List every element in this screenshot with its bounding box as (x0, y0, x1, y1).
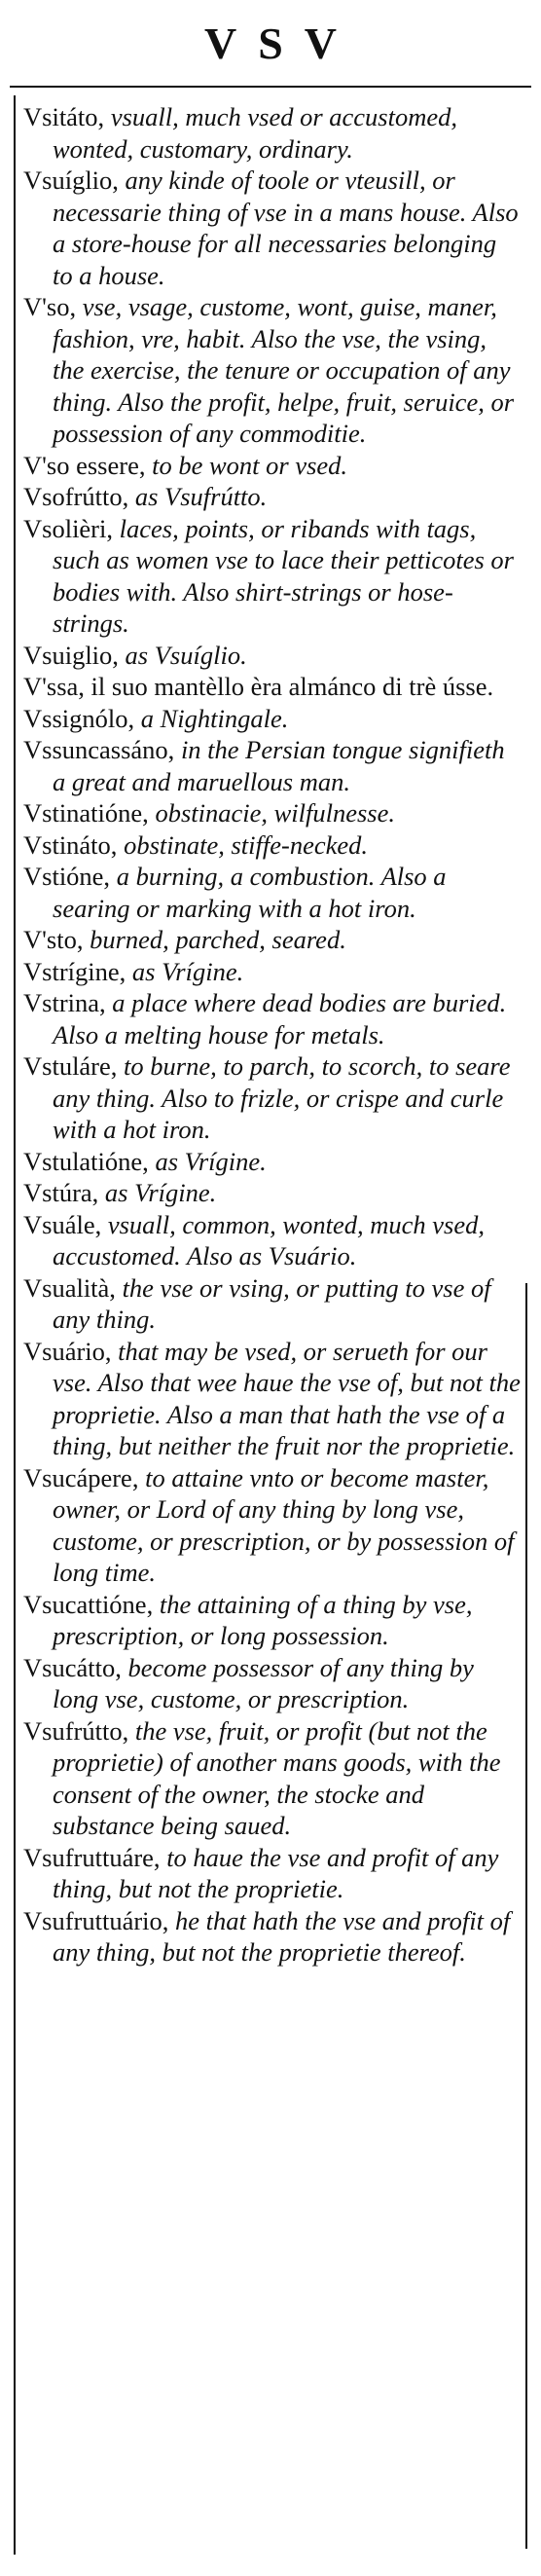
entry-headword: Vstináto, (23, 829, 118, 860)
entry-definition: a burning, a combustion. Also a searing or marking with a hot iron. (53, 862, 447, 923)
entry-definition: a place where dead bodies are buried. Also a melting house for metals. (53, 988, 507, 1049)
page-header (10, 0, 531, 88)
entry-headword: V'so essere, (23, 450, 146, 480)
entry-definition: to attaine vnto or become master, owner, or Lord of any thing by long vse, custome, or prescription, or by possession of long time. (53, 1462, 515, 1587)
entry-definition: obstinacie, wilfulnesse. (155, 798, 396, 828)
entry-definition: laces, points, or ribands with tags, such as women vse to lace their petticotes or bodies with. Also shirt-strings or hose-strings. (53, 513, 514, 638)
entry-definition: to haue the vse and profit of any thing, but not the proprietie. (53, 1842, 499, 1903)
dictionary-entry (23, 513, 522, 640)
entry-definition: vse, vsage, custome, wont, guise, maner, fashion, vre, habit. Also the vse, the vsing, the exercise, the tenure or occupation of any thing. Also the profit, helpe, fruit, seruice, or possession of any commoditie. (53, 292, 515, 448)
dictionary-entry (23, 1652, 522, 1715)
entry-definition: the vse or vsing, or putting to vse of any thing. (53, 1272, 491, 1334)
entry-definition: a Nightingale. (140, 703, 289, 733)
dictionary-column (14, 95, 527, 2555)
entry-headword: Vsufruttuário, (23, 1905, 169, 1935)
dictionary-entry (23, 671, 522, 703)
entry-headword: Vssuncassáno, (23, 735, 175, 764)
entry-headword: Vsuiglio, (23, 640, 119, 670)
dictionary-entry (23, 481, 522, 513)
dictionary-entry (23, 1715, 522, 1842)
entry-headword: Vstulatióne, (23, 1146, 149, 1176)
entry-definition: obstinate, stiffe-necked. (124, 829, 368, 860)
dictionary-entry (23, 1905, 522, 1969)
entry-definition: become possessor of any thing by long vse, custome, or prescription. (53, 1652, 474, 1713)
entry-definition: vsuall, much vsed or accustomed, wonted, customary, ordinary. (53, 102, 458, 164)
entry-headword: Vsufrútto, (23, 1715, 129, 1746)
entry-headword: Vstinatióne, (23, 798, 149, 828)
dictionary-entry (23, 797, 522, 829)
dictionary-entry (23, 450, 522, 482)
entry-headword: V'ssa, il suo mantèllo èra almánco di trè ússe. (23, 672, 494, 701)
entry-definition: to be wont or vsed. (152, 450, 348, 480)
entry-headword: Vstrina, (23, 988, 106, 1017)
dictionary-entry (23, 703, 522, 735)
entry-headword: Vstúra, (23, 1178, 99, 1207)
entry-definition: that may be vsed, or serueth for our vse. Also that wee haue the vse of, but not the proprietie. Also a man that hath the vse of a thing, but neither the fruit nor the proprietie. (53, 1336, 521, 1460)
dictionary-entry (23, 291, 522, 450)
entry-headword: Vsitáto, (23, 102, 105, 131)
entry-headword: Vstuláre, (23, 1051, 118, 1081)
entry-headword: Vssignólo, (23, 703, 135, 733)
entry-headword: Vstrígine, (23, 956, 126, 986)
entry-definition: any kinde of toole or vteusill, or necessarie thing of vse in a mans house. Also a store-house for all necessaries belonging to a house. (53, 166, 519, 290)
entry-definition: the vse, fruit, or profit (but not the proprietie) of another mans goods, with the consent of the owner, the stocke and substance being saued. (53, 1715, 501, 1840)
dictionary-entry (23, 1177, 522, 1209)
entry-headword: Vsucátto, (23, 1652, 122, 1682)
dictionary-entry (23, 1462, 522, 1589)
dictionary-entry (23, 1272, 522, 1336)
dictionary-entry (23, 1209, 522, 1272)
dictionary-entry (23, 924, 522, 956)
entry-definition: vsuall, common, wonted, much vsed, accustomed. Also as Vsuário. (53, 1209, 485, 1270)
entry-definition: as Vsuíglio. (125, 640, 247, 670)
entry-headword: Vstióne, (23, 862, 111, 891)
entry-definition: to burne, to parch, to scorch, to seare any thing. Also to frizle, or crispe and curle with a hot iron. (53, 1051, 511, 1144)
dictionary-entry (23, 1146, 522, 1178)
entry-definition: burned, parched, seared. (90, 925, 346, 954)
entry-definition: as Vrígine. (155, 1146, 267, 1176)
entry-headword: V'sto, (23, 925, 84, 954)
entry-definition: as Vrígine. (131, 956, 244, 986)
dictionary-entry (23, 734, 522, 797)
entry-headword: Vsucattióne, (23, 1589, 154, 1619)
entry-headword: Vsucápere, (23, 1462, 139, 1492)
dictionary-entry (23, 956, 522, 988)
entry-definition: in the Persian tongue signifieth a great and maruellous man. (53, 735, 505, 796)
entry-definition: the attaining of a thing by vse, prescription, or long possession. (53, 1589, 473, 1650)
dictionary-entry (23, 640, 522, 672)
dictionary-entry (23, 861, 522, 924)
dictionary-entry (23, 1842, 522, 1905)
entry-headword: Vsuário, (23, 1336, 112, 1366)
running-head: VSV (203, 18, 359, 68)
entry-definition: as Vsufrútto. (134, 482, 268, 511)
dictionary-entry (23, 165, 522, 291)
entry-headword: Vsofrútto, (23, 482, 129, 511)
dictionary-entry (23, 1050, 522, 1146)
entry-definition: he that hath the vse and profit of any thing, but not the proprietie thereof. (53, 1905, 511, 1967)
dictionary-entry (23, 987, 522, 1050)
entry-headword: Vsuíglio, (23, 166, 119, 195)
entry-headword: Vsufruttuáre, (23, 1842, 161, 1872)
entry-definition: as Vrígine. (104, 1178, 217, 1207)
entry-headword: Vsuále, (23, 1209, 102, 1239)
entry-headword: Vsualità, (23, 1272, 116, 1303)
dictionary-entry (23, 829, 522, 862)
dictionary-entry (23, 101, 522, 165)
entry-headword: Vsolièri, (23, 513, 113, 543)
dictionary-entry (23, 1336, 522, 1462)
column-rule (525, 1283, 527, 2549)
entry-headword: V'so, (23, 292, 77, 321)
dictionary-entry (23, 1589, 522, 1652)
